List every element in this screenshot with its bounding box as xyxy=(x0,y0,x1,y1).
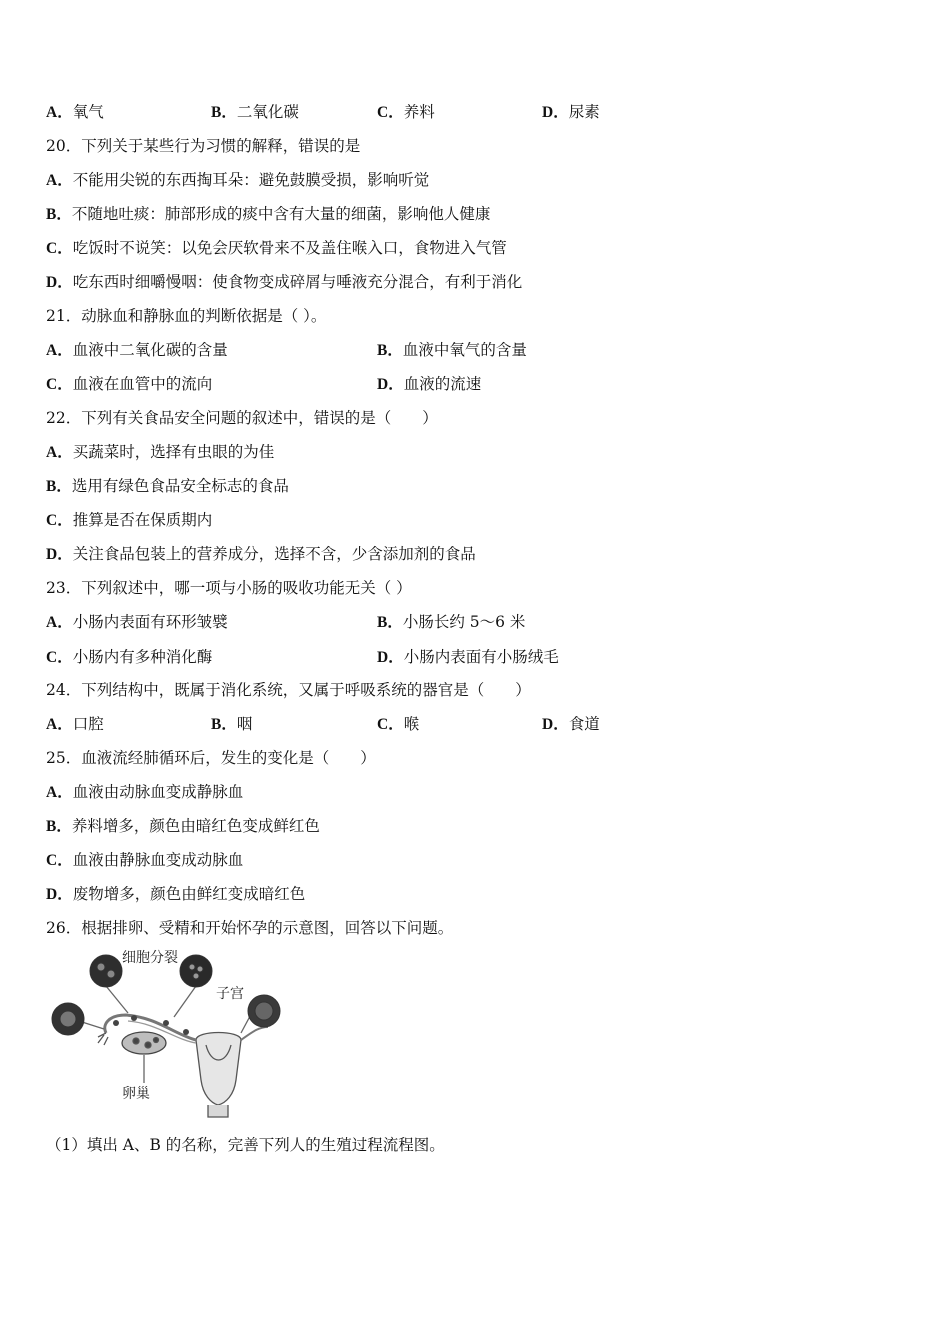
q21-option-b: B．血液中氧气的含量 xyxy=(377,341,527,359)
q23-stem: 23．下列叙述中，哪一项与小肠的吸收功能无关（ ） xyxy=(46,579,412,597)
q24-option-c: C．喉 xyxy=(377,715,420,733)
ovary-label: 卵巢 xyxy=(122,1086,150,1102)
q23-option-b: B．小肠长约 5～6 米 xyxy=(377,613,526,631)
q22-option-a: A．买蔬菜时，选择有虫眼的为佳 xyxy=(46,443,275,461)
q20-option-a: A．不能用尖锐的东西掏耳朵：避免鼓膜受损，影响听觉 xyxy=(46,171,430,189)
q24-option-b: B．咽 xyxy=(211,715,253,733)
q22-stem: 22．下列有关食品安全问题的叙述中，错误的是（ ） xyxy=(46,409,438,427)
q21-stem: 21．动脉血和静脉血的判断依据是（ ）。 xyxy=(46,307,327,325)
q24-option-d: D．食道 xyxy=(542,715,600,733)
q19-option-b: B．二氧化碳 xyxy=(211,103,299,121)
q20-option-d: D．吃东西时细嚼慢咽：使食物变成碎屑与唾液充分混合，有利于消化 xyxy=(46,273,523,291)
q21-option-c: C．血液在血管中的流向 xyxy=(46,375,213,393)
q22-option-d: D．关注食品包装上的营养成分，选择不含，少含添加剂的食品 xyxy=(46,545,476,563)
q23-option-a: A．小肠内表面有环形皱襞 xyxy=(46,613,228,631)
q21-option-a: A．血液中二氧化碳的含量 xyxy=(46,341,228,359)
q26-stem: 26．根据排卵、受精和开始怀孕的示意图，回答以下问题。 xyxy=(46,919,454,937)
reproduction-diagram xyxy=(46,945,282,1123)
q19-option-c: C．养料 xyxy=(377,103,435,121)
q21-option-d: D．血液的流速 xyxy=(377,375,482,393)
q25-stem: 25．血液流经肺循环后，发生的变化是（ ） xyxy=(46,749,376,767)
q20-stem: 20．下列关于某些行为习惯的解释，错误的是 xyxy=(46,137,361,155)
q19-option-a: A．氧气 xyxy=(46,103,104,121)
q20-option-b: B．不随地吐痰：肺部形成的痰中含有大量的细菌，影响他人健康 xyxy=(46,205,491,223)
q25-option-d: D．废物增多，颜色由鲜红变成暗红色 xyxy=(46,885,306,903)
q19-option-d: D．尿素 xyxy=(542,103,600,121)
q20-option-c: C．吃饭时不说笑：以免会厌软骨来不及盖住喉入口，食物进入气管 xyxy=(46,239,507,257)
q23-option-c: C．小肠内有多种消化酶 xyxy=(46,648,213,666)
q25-option-c: C．血液由静脉血变成动脉血 xyxy=(46,851,244,869)
q22-option-b: B．选用有绿色食品安全标志的食品 xyxy=(46,477,289,495)
uterus-label: 子宫 xyxy=(216,986,244,1002)
q24-stem: 24．下列结构中，既属于消化系统，又属于呼吸系统的器官是（ ） xyxy=(46,681,531,699)
q24-option-a: A．口腔 xyxy=(46,715,104,733)
q26-sub1: （1）填出 A、B 的名称，完善下列人的生殖过程流程图。 xyxy=(46,1136,445,1154)
q23-option-d: D．小肠内表面有小肠绒毛 xyxy=(377,648,559,666)
q22-option-c: C．推算是否在保质期内 xyxy=(46,511,213,529)
q25-option-b: B．养料增多，颜色由暗红色变成鲜红色 xyxy=(46,817,320,835)
cell-division-label: 细胞分裂 xyxy=(122,950,178,966)
q25-option-a: A．血液由动脉血变成静脉血 xyxy=(46,783,244,801)
reproductive-system-illustration xyxy=(46,945,282,1123)
